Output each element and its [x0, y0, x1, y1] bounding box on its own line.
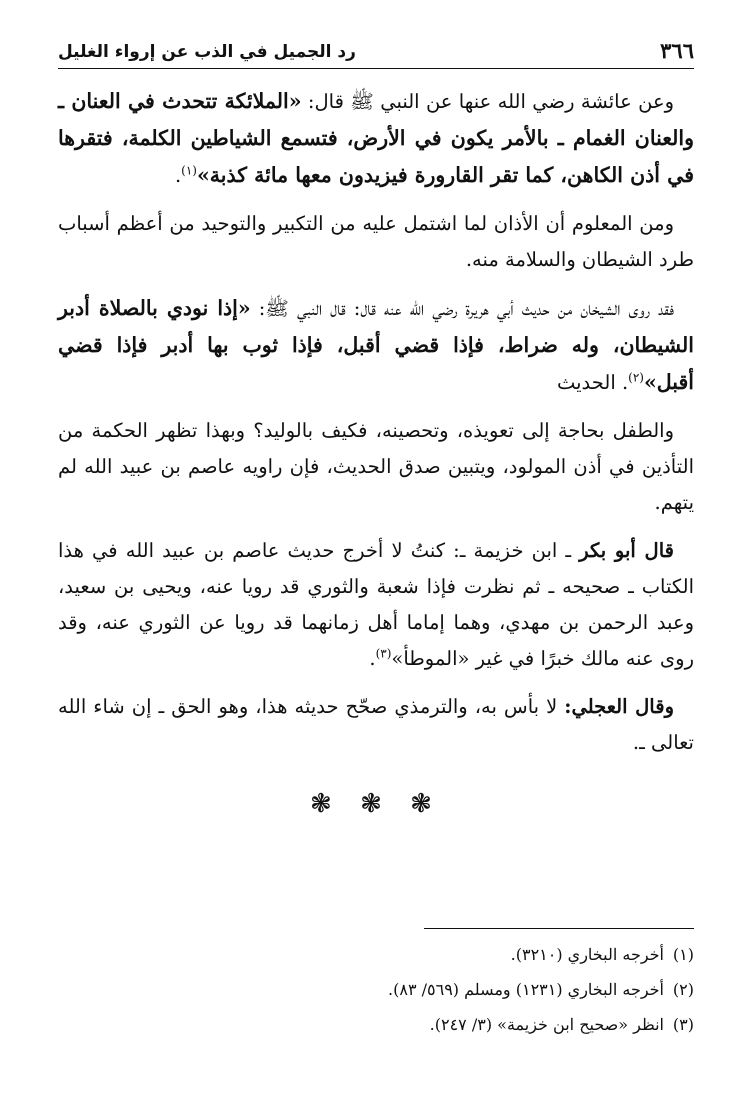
paragraph-intro: وعن عائشة رضي الله عنها عن النبي ﷺ قال:: [301, 90, 675, 113]
footnote-text: انظر «صحيح ابن خزيمة» (٣/ ٢٤٧).: [429, 1015, 664, 1034]
paragraph-text: ومن المعلوم أن الأذان لما اشتمل عليه من التكبير والتوحيد من أعظم أسباب طرد الشيطان والسلامة منه.: [58, 212, 694, 271]
footnote-text: أخرجه البخاري (٣٢١٠).: [510, 945, 664, 964]
paragraph-text: ـ ابن خزيمة ـ: كنتُ لا أخرج حديث عاصم بن عبيد الله في هذا الكتاب ـ صحيحه ـ ثم نظرت فإذا شعبة والثوري قد رويا عنه، ويحيى بن سعيد، وعبد الرحمن بن مهدي، وهما إماما أهل زمانهما قد رويا عن الثوري عنه، وقد روى عنه مالك خبرًا في غير «الموطأ»: [58, 539, 694, 670]
footnote-text: أخرجه البخاري (١٢٣١) ومسلم (٥٦٩/ ٨٣).: [388, 980, 664, 999]
paragraph-hadith-aisha: [58, 83, 694, 194]
section-separator: ❃ ❃ ❃: [310, 789, 442, 819]
hadith-quote: «الملائكة تتحدث في العنان ـ والعنان الغمام ـ بالأمر يكون في الأرض، فتسمع الشياطين الكلمة، فتقرها في أذن الكاهن، كما تقر القارورة فيزيدون معها مائة كذبة»: [58, 89, 694, 187]
paragraph-end: . الحديث: [556, 371, 629, 394]
footnotes: [58, 943, 694, 1048]
footnote-number: (٢): [672, 980, 694, 999]
paragraph-end: .: [174, 164, 182, 187]
paragraph-hadith-abu-hurairah: [58, 290, 694, 401]
footnote-item: [58, 943, 694, 967]
paragraph-text: والطفل بحاجة إلى تعويذه، وتحصينه، فكيف بالوليد؟ وبهذا تظهر الحكمة من التأذين في أذن المولود، ويتبين صدق الحديث، فإن راويه عاصم بن عبيد الله لم يتهم.: [58, 419, 694, 514]
speaker-label: قال أبو بكر: [579, 539, 674, 562]
footnote-rule: [424, 928, 694, 929]
footnote-number: (١): [672, 945, 694, 964]
running-title: رد الجميل في الذب عن إرواء الغليل: [58, 42, 356, 62]
page-header: [58, 38, 694, 68]
book-page: [58, 38, 694, 1098]
hadith-quote: «إذا نودي بالصلاة أدبر الشيطان، وله ضراط، فإذا قضي أقبل، فإذا ثوب بها أدبر فإذا قضي أقبل»: [58, 296, 694, 394]
footnote-item: [58, 978, 694, 1002]
paragraph-adhan: [58, 206, 694, 278]
footnote-ref[interactable]: (٢): [628, 370, 644, 385]
paragraph-intro: فقد روى الشيخان من حديث أبي هريرة رضي الله عنه قال: قال النبي ﷺ:: [250, 297, 674, 320]
footnote-ref[interactable]: (١): [181, 163, 197, 178]
paragraph-ijli: [58, 689, 694, 761]
paragraph-text: لا بأس به، والترمذي صحّح حديثه هذا، وهو الحق ـ إن شاء الله تعالى ـ.: [58, 695, 694, 754]
page-number: ٣٦٦: [660, 38, 694, 63]
footnote-item: [58, 1013, 694, 1037]
footnote-number: (٣): [672, 1015, 694, 1034]
header-rule: [58, 68, 694, 69]
footnote-ref[interactable]: (٣): [375, 646, 392, 661]
speaker-label: وقال العجلي:: [564, 695, 674, 718]
paragraph-abu-bakr: [58, 533, 694, 677]
paragraph-child: [58, 413, 694, 521]
paragraph-end: .: [369, 647, 376, 670]
